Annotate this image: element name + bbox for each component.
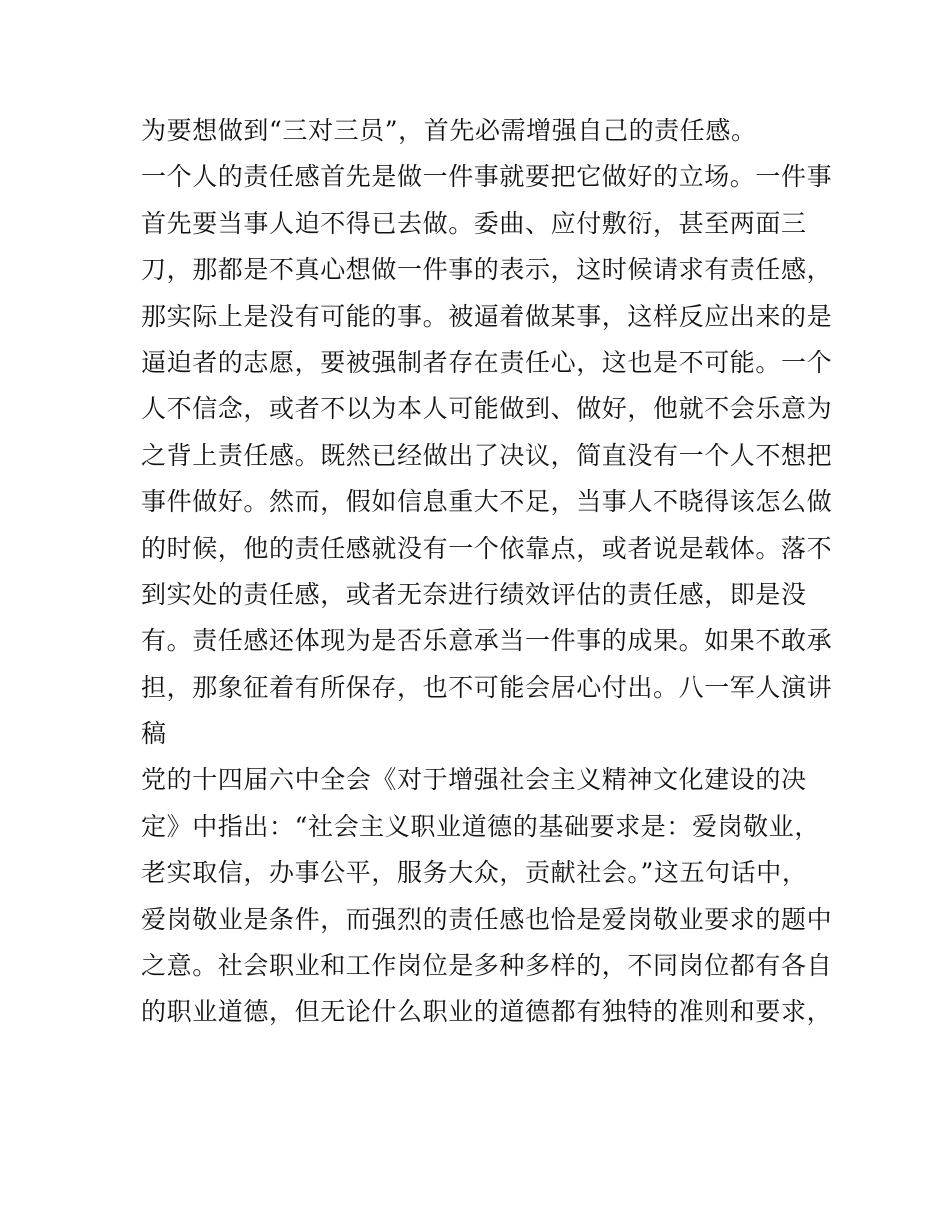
text-line: 老实取信，办事公平，服务大众，贡献社会。”这五句话中， <box>141 858 808 888</box>
document-body <box>141 108 833 1036</box>
text-line: 之背上责任感。既然已经做出了决议，简直没有一个人不想把 <box>141 440 833 470</box>
text-line: 有。责任感还体现为是否乐意承当一件事的成果。如果不敢承 <box>141 626 833 656</box>
text-line: 稿 <box>141 719 167 749</box>
text-line: 刀，那都是不真心想做一件事的表示，这时候请求有责任感， <box>141 255 833 285</box>
text-line: 的时候，他的责任感就没有一个依靠点，或者说是载体。落不 <box>141 533 833 563</box>
text-line: 一个人的责任感首先是做一件事就要把它做好的立场。一件事 <box>141 162 833 192</box>
text-line: 的职业道德，但无论什么职业的道德都有独特的准则和要求， <box>141 997 833 1027</box>
text-line: 定》中指出：“社会主义职业道德的基础要求是：爱岗敬业， <box>141 811 820 841</box>
text-line: 担，那象征着有所保存，也不可能会居心付出。八一军人演讲 <box>141 672 833 702</box>
text-line: 爱岗敬业是条件，而强烈的责任感也恰是爱岗敬业要求的题中 <box>141 904 833 934</box>
text-line: 首先要当事人迫不得已去做。委曲、应付敷衍，甚至两面三 <box>141 208 807 238</box>
text-line: 为要想做到“三对三员”，首先必需增强自己的责任感。 <box>141 116 757 145</box>
text-line: 党的十四届六中全会《对于增强社会主义精神文化建设的决 <box>141 765 807 795</box>
text-line: 事件做好。然而，假如信息重大不足，当事人不晓得该怎么做 <box>141 487 833 517</box>
text-line: 之意。社会职业和工作岗位是多种多样的，不同岗位都有各自 <box>141 951 833 981</box>
text-line: 那实际上是没有可能的事。被逼着做某事，这样反应出来的是 <box>141 301 833 331</box>
text-line: 逼迫者的志愿，要被强制者存在责任心，这也是不可能。一个 <box>141 347 833 377</box>
text-line: 人不信念，或者不以为本人可能做到、做好，他就不会乐意为 <box>141 394 833 424</box>
text-line: 到实处的责任感，或者无奈进行绩效评估的责任感，即是没 <box>141 579 807 609</box>
